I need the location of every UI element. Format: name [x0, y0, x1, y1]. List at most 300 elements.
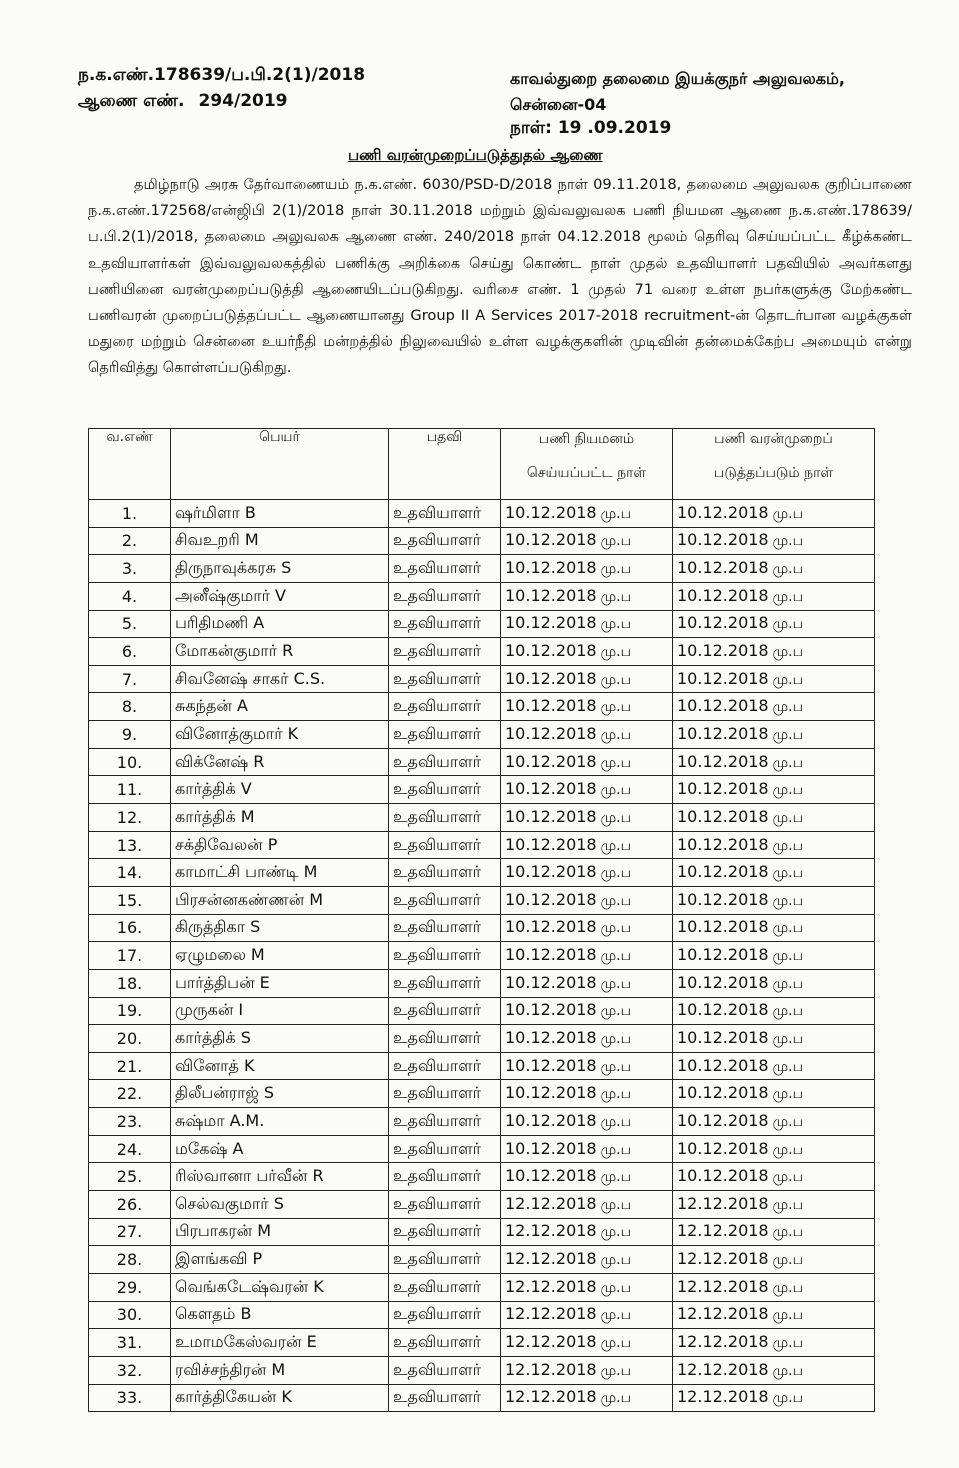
table-row: [89, 693, 875, 721]
table-row: [89, 500, 875, 528]
header-regularised-date: [673, 429, 875, 500]
appointed-date-value: 10.12.2018: [505, 779, 597, 799]
regularised-session: மு.ப: [772, 505, 804, 522]
regularised-date-value: 10.12.2018: [677, 806, 769, 826]
cell-serial: 16.: [89, 914, 171, 942]
table-body: [89, 500, 875, 1412]
appointed-date-value: 10.12.2018: [505, 696, 597, 716]
header-regularised-b: படுத்தப்படும் நாள்: [713, 465, 834, 481]
appointed-date-value: 10.12.2018: [505, 834, 597, 854]
cell-post: உதவியாளர்: [389, 804, 501, 832]
order-date: நாள்: 19 .09.2019: [510, 118, 672, 138]
regularised-session: மு.ப: [772, 1058, 804, 1075]
cell-post: உதவியாளர்: [389, 859, 501, 887]
regularised-date-value: 10.12.2018: [677, 668, 769, 688]
table-row: [89, 831, 875, 859]
cell-regularised-date: [673, 997, 875, 1025]
regularised-date-value: 12.12.2018: [677, 1193, 769, 1213]
appointed-date-value: 12.12.2018: [505, 1221, 597, 1241]
cell-post: உதவியாளர்: [389, 1163, 501, 1191]
cell-appointed-date: [501, 1218, 673, 1246]
cell-name: பரிதிமணி A: [171, 610, 389, 638]
cell-regularised-date: [673, 1218, 875, 1246]
table-row: [89, 1191, 875, 1219]
cell-appointed-date: [501, 665, 673, 693]
appointed-session: மு.ப: [600, 948, 632, 965]
order-body-paragraph: தமிழ்நாடு அரசு தேர்வாணையம் ந.க.எண். 6030/PSD-D/2018 நாள் 09.11.2018, தலைமை அலுவலக குறிப்பாணை ந.க.எண்.172568/என்ஜிபி 2(1)/2018 நாள் 30.11.2018 மற்றும் இவ்வலுவலக பணி நியமன ஆணை ந.க.எண்.178639/ப.பி.2(1)/2018, தலைமை அலுவலக ஆணை எண். 240/2018 நாள் 04.12.2018 மூலம் தெரிவு செய்யப்பட்ட கீழ்க்கண்ட உதவியாளர்கள் இவ்வலுவலகத்தில் பணிக்கு அறிக்கை செய்து கொண்ட நாள் முதல் உதவியாளர் பதவியில் அவர்களது பணியினை வரன்முறைப்படுத்தி ஆணையிடப்படுகிறது. வரிசை எண். 1 முதல் 71 வரை உள்ள நபர்களுக்கு மேற்கண்ட பணிவரன் முறைப்படுத்தப்பட்ட ஆணையானது Group II A Services 2017-2018 recruitment-ன் தொடர்பான வழக்குகள் மதுரை மற்றும் சென்னை உயர்நீதி மன்றத்தில் நிலுவையில் உள்ள வழக்குகளின் முடிவின் தன்மைக்கேற்ப அமையும் என்று தெரிவித்து கொள்ளப்படுகிறது.: [88, 176, 912, 377]
regularised-session: மு.ப: [772, 533, 804, 550]
cell-appointed-date: [501, 997, 673, 1025]
appointed-date-value: 10.12.2018: [505, 558, 597, 578]
appointed-date-value: 10.12.2018: [505, 1138, 597, 1158]
cell-post: உதவியாளர்: [389, 776, 501, 804]
cell-post: உதவியாளர்: [389, 693, 501, 721]
cell-appointed-date: [501, 914, 673, 942]
cell-regularised-date: [673, 969, 875, 997]
cell-name: மோகன்குமார் R: [171, 638, 389, 666]
regularised-session: மு.ப: [772, 588, 804, 605]
regularised-date-value: 10.12.2018: [677, 1110, 769, 1130]
cell-post: உதவியாளர்: [389, 1080, 501, 1108]
regularised-date-value: 10.12.2018: [677, 917, 769, 937]
cell-appointed-date: [501, 942, 673, 970]
regularised-date-value: 10.12.2018: [677, 1083, 769, 1103]
header-regularised-a: பணி வரன்முறைப்: [714, 431, 833, 447]
table-row: [89, 748, 875, 776]
office-name: காவல்துறை தலைமை இயக்குநர் அலுவலகம்,: [510, 69, 845, 88]
cell-post: உதவியாளர்: [389, 1384, 501, 1412]
table-row: [89, 527, 875, 555]
regularised-session: மு.ப: [772, 616, 804, 633]
reference-number: ந.க.எண்.178639/ப.பி.2(1)/2018: [78, 65, 366, 85]
cell-appointed-date: [501, 1246, 673, 1274]
regularised-date-value: 12.12.2018: [677, 1332, 769, 1352]
regularised-session: மு.ப: [772, 726, 804, 743]
cell-serial: 23.: [89, 1108, 171, 1136]
appointed-session: மு.ப: [600, 1252, 632, 1269]
cell-name: செல்வகுமார் S: [171, 1191, 389, 1219]
regularised-session: மு.ப: [772, 1224, 804, 1241]
cell-post: உதவியாளர்: [389, 748, 501, 776]
cell-post: உதவியாளர்: [389, 721, 501, 749]
cell-post: உதவியாளர்: [389, 500, 501, 528]
cell-post: உதவியாளர்: [389, 831, 501, 859]
cell-appointed-date: [501, 1163, 673, 1191]
appointed-session: மு.ப: [600, 809, 632, 826]
appointed-date-value: 10.12.2018: [505, 1027, 597, 1047]
regularised-session: மு.ப: [772, 892, 804, 909]
regularised-date-value: 10.12.2018: [677, 1138, 769, 1158]
cell-post: உதவியாளர்: [389, 997, 501, 1025]
table-row: [89, 1163, 875, 1191]
regularised-session: மு.ப: [772, 754, 804, 771]
cell-name: சிவனேஷ் சாகர் C.S.: [171, 665, 389, 693]
cell-name: திருநாவுக்கரசு S: [171, 555, 389, 583]
regularised-date-value: 12.12.2018: [677, 1359, 769, 1379]
appointed-session: மு.ப: [600, 616, 632, 633]
cell-serial: 27.: [89, 1218, 171, 1246]
cell-appointed-date: [501, 610, 673, 638]
cell-serial: 26.: [89, 1191, 171, 1219]
table-row: [89, 1329, 875, 1357]
order-number-line: [78, 88, 365, 114]
cell-post: உதவியாளர்: [389, 665, 501, 693]
appointed-date-value: 10.12.2018: [505, 502, 597, 522]
cell-serial: 29.: [89, 1273, 171, 1301]
regularised-session: மு.ப: [772, 948, 804, 965]
cell-name: ஷர்மிளா B: [171, 500, 389, 528]
cell-appointed-date: [501, 527, 673, 555]
table-row: [89, 610, 875, 638]
cell-serial: 21.: [89, 1052, 171, 1080]
cell-regularised-date: [673, 804, 875, 832]
cell-post: உதவியாளர்: [389, 1218, 501, 1246]
appointed-date-value: 10.12.2018: [505, 806, 597, 826]
regularised-session: மு.ப: [772, 975, 804, 992]
cell-post: உதவியாளர்: [389, 527, 501, 555]
table-row: [89, 914, 875, 942]
table-row: [89, 582, 875, 610]
appointed-session: மு.ப: [600, 1224, 632, 1241]
cell-serial: 9.: [89, 721, 171, 749]
cell-regularised-date: [673, 776, 875, 804]
cell-appointed-date: [501, 500, 673, 528]
cell-post: உதவியாளர்: [389, 886, 501, 914]
header-name: பெயர்: [171, 429, 389, 500]
appointed-date-value: 10.12.2018: [505, 1110, 597, 1130]
table-row: [89, 942, 875, 970]
cell-name: சுஷ்மா A.M.: [171, 1108, 389, 1136]
regularised-session: மு.ப: [772, 1279, 804, 1296]
regularised-date-value: 10.12.2018: [677, 530, 769, 550]
appointed-date-value: 10.12.2018: [505, 917, 597, 937]
cell-appointed-date: [501, 693, 673, 721]
cell-name: சிவஉறரி M: [171, 527, 389, 555]
cell-serial: 32.: [89, 1356, 171, 1384]
cell-name: வினோத்குமார் K: [171, 721, 389, 749]
appointed-session: மு.ப: [600, 726, 632, 743]
cell-regularised-date: [673, 1273, 875, 1301]
cell-regularised-date: [673, 1080, 875, 1108]
appointed-session: மு.ப: [600, 837, 632, 854]
cell-serial: 18.: [89, 969, 171, 997]
appointed-session: மு.ப: [600, 1058, 632, 1075]
table-row: [89, 1273, 875, 1301]
cell-serial: 7.: [89, 665, 171, 693]
table-row: [89, 1052, 875, 1080]
cell-regularised-date: [673, 1108, 875, 1136]
cell-serial: 8.: [89, 693, 171, 721]
appointed-session: மு.ப: [600, 505, 632, 522]
table-row: [89, 804, 875, 832]
cell-serial: 4.: [89, 582, 171, 610]
cell-regularised-date: [673, 582, 875, 610]
cell-name: ரவிச்சந்திரன் M: [171, 1356, 389, 1384]
cell-appointed-date: [501, 1080, 673, 1108]
appointed-date-value: 12.12.2018: [505, 1359, 597, 1379]
cell-name: சுகந்தன் A: [171, 693, 389, 721]
regularised-date-value: 12.12.2018: [677, 1387, 769, 1407]
cell-appointed-date: [501, 582, 673, 610]
appointed-date-value: 10.12.2018: [505, 1083, 597, 1103]
cell-regularised-date: [673, 914, 875, 942]
regularised-date-value: 12.12.2018: [677, 1221, 769, 1241]
cell-post: உதவியாளர்: [389, 1135, 501, 1163]
cell-appointed-date: [501, 555, 673, 583]
regularised-session: மு.ப: [772, 1307, 804, 1324]
appointed-date-value: 10.12.2018: [505, 862, 597, 882]
cell-serial: 5.: [89, 610, 171, 638]
cell-serial: 28.: [89, 1246, 171, 1274]
regularised-date-value: 10.12.2018: [677, 862, 769, 882]
cell-post: உதவியாளர்: [389, 555, 501, 583]
cell-serial: 13.: [89, 831, 171, 859]
cell-name: பார்த்திபன் E: [171, 969, 389, 997]
appointed-session: மு.ப: [600, 1169, 632, 1186]
regularised-session: மு.ப: [772, 699, 804, 716]
regularised-date-value: 10.12.2018: [677, 1166, 769, 1186]
cell-appointed-date: [501, 776, 673, 804]
cell-regularised-date: [673, 831, 875, 859]
cell-appointed-date: [501, 859, 673, 887]
table-row: [89, 1080, 875, 1108]
table-row: [89, 721, 875, 749]
appointed-date-value: 10.12.2018: [505, 668, 597, 688]
appointed-session: மு.ப: [600, 561, 632, 578]
regularised-date-value: 10.12.2018: [677, 834, 769, 854]
regularised-date-value: 10.12.2018: [677, 779, 769, 799]
cell-regularised-date: [673, 693, 875, 721]
table-row: [89, 1384, 875, 1412]
appointed-session: மு.ப: [600, 1113, 632, 1130]
regularised-date-value: 10.12.2018: [677, 613, 769, 633]
cell-name: கார்த்திகேயன் K: [171, 1384, 389, 1412]
cell-appointed-date: [501, 748, 673, 776]
appointed-session: மு.ப: [600, 1279, 632, 1296]
cell-serial: 31.: [89, 1329, 171, 1357]
cell-name: ஏழுமலை M: [171, 942, 389, 970]
cell-serial: 2.: [89, 527, 171, 555]
appointed-session: மு.ப: [600, 1335, 632, 1352]
appointed-date-value: 10.12.2018: [505, 530, 597, 550]
cell-regularised-date: [673, 721, 875, 749]
header-post: பதவி: [389, 429, 501, 500]
table-row: [89, 859, 875, 887]
cell-appointed-date: [501, 1108, 673, 1136]
cell-name: கிருத்திகா S: [171, 914, 389, 942]
cell-regularised-date: [673, 942, 875, 970]
regularised-date-value: 10.12.2018: [677, 585, 769, 605]
regularised-date-value: 12.12.2018: [677, 1249, 769, 1269]
cell-post: உதவியாளர்: [389, 914, 501, 942]
cell-name: கௌதம் B: [171, 1301, 389, 1329]
cell-regularised-date: [673, 555, 875, 583]
cell-regularised-date: [673, 1135, 875, 1163]
cell-name: முருகன் I: [171, 997, 389, 1025]
appointed-session: மு.ப: [600, 533, 632, 550]
cell-regularised-date: [673, 665, 875, 693]
cell-appointed-date: [501, 721, 673, 749]
office-address: [510, 66, 845, 118]
appointed-date-value: 10.12.2018: [505, 1000, 597, 1020]
regularised-session: மு.ப: [772, 1362, 804, 1379]
table-header-row: [89, 429, 875, 500]
cell-appointed-date: [501, 1384, 673, 1412]
cell-post: உதவியாளர்: [389, 638, 501, 666]
table-row: [89, 665, 875, 693]
regularised-session: மு.ப: [772, 644, 804, 661]
appointed-session: மு.ப: [600, 865, 632, 882]
table-row: [89, 1356, 875, 1384]
cell-serial: 33.: [89, 1384, 171, 1412]
regularised-session: மு.ப: [772, 1252, 804, 1269]
appointed-date-value: 12.12.2018: [505, 1276, 597, 1296]
regularised-session: மு.ப: [772, 1196, 804, 1213]
cell-name: ரிஸ்வானா பர்வீன் R: [171, 1163, 389, 1191]
cell-appointed-date: [501, 886, 673, 914]
appointed-date-value: 10.12.2018: [505, 1055, 597, 1075]
header-appointed-b: செய்யப்பட்ட நாள்: [526, 465, 647, 481]
appointed-date-value: 12.12.2018: [505, 1249, 597, 1269]
table-row: [89, 1108, 875, 1136]
cell-regularised-date: [673, 610, 875, 638]
subject-heading: பணி வரன்முறைப்படுத்துதல் ஆணை: [348, 146, 603, 164]
cell-appointed-date: [501, 804, 673, 832]
cell-name: கார்த்திக் M: [171, 804, 389, 832]
cell-serial: 3.: [89, 555, 171, 583]
cell-appointed-date: [501, 1356, 673, 1384]
regularised-session: மு.ப: [772, 809, 804, 826]
header-appointed-date: [501, 429, 673, 500]
regularised-date-value: 10.12.2018: [677, 1055, 769, 1075]
appointed-session: மு.ப: [600, 892, 632, 909]
cell-regularised-date: [673, 1163, 875, 1191]
cell-regularised-date: [673, 748, 875, 776]
cell-name: உமாமகேஸ்வரன் E: [171, 1329, 389, 1357]
appointed-session: மு.ப: [600, 782, 632, 799]
appointed-session: மு.ப: [600, 1390, 632, 1407]
appointed-date-value: 10.12.2018: [505, 972, 597, 992]
cell-appointed-date: [501, 1191, 673, 1219]
appointed-date-value: 10.12.2018: [505, 751, 597, 771]
appointed-date-value: 12.12.2018: [505, 1304, 597, 1324]
regularised-session: மு.ப: [772, 920, 804, 937]
office-city: சென்னை-04: [510, 95, 607, 114]
regularised-session: மு.ப: [772, 1086, 804, 1103]
cell-serial: 14.: [89, 859, 171, 887]
cell-name: வினோத் K: [171, 1052, 389, 1080]
appointed-date-value: 12.12.2018: [505, 1193, 597, 1213]
regularised-session: மு.ப: [772, 1113, 804, 1130]
cell-post: உதவியாளர்: [389, 1052, 501, 1080]
appointed-date-value: 12.12.2018: [505, 1332, 597, 1352]
header-serial: வ.எண்: [89, 429, 171, 500]
cell-name: கார்த்திக் S: [171, 1025, 389, 1053]
regularisation-table: [88, 428, 875, 1412]
cell-post: உதவியாளர்: [389, 969, 501, 997]
cell-post: உதவியாளர்: [389, 1246, 501, 1274]
table-row: [89, 1218, 875, 1246]
cell-name: வெங்கடேஷ்வரன் K: [171, 1273, 389, 1301]
table-row: [89, 1135, 875, 1163]
appointed-session: மு.ப: [600, 1003, 632, 1020]
cell-appointed-date: [501, 638, 673, 666]
appointed-date-value: 10.12.2018: [505, 945, 597, 965]
order-number: 294/2019: [198, 91, 288, 111]
appointed-date-value: 10.12.2018: [505, 723, 597, 743]
appointed-session: மு.ப: [600, 1086, 632, 1103]
regularised-session: மு.ப: [772, 1169, 804, 1186]
regularised-session: மு.ப: [772, 671, 804, 688]
cell-name: இளங்கவி P: [171, 1246, 389, 1274]
cell-name: அனீஷ்குமார் V: [171, 582, 389, 610]
appointed-session: மு.ப: [600, 1196, 632, 1213]
appointed-session: மு.ப: [600, 920, 632, 937]
cell-post: உதவியாளர்: [389, 1301, 501, 1329]
cell-regularised-date: [673, 1052, 875, 1080]
cell-regularised-date: [673, 1384, 875, 1412]
cell-regularised-date: [673, 1246, 875, 1274]
regularised-date-value: 12.12.2018: [677, 1304, 769, 1324]
cell-serial: 12.: [89, 804, 171, 832]
cell-post: உதவியாளர்: [389, 610, 501, 638]
regularised-date-value: 10.12.2018: [677, 1000, 769, 1020]
table-row: [89, 1246, 875, 1274]
appointed-date-value: 10.12.2018: [505, 613, 597, 633]
appointed-session: மு.ப: [600, 588, 632, 605]
cell-appointed-date: [501, 1301, 673, 1329]
cell-name: விக்னேஷ் R: [171, 748, 389, 776]
regularised-session: மு.ப: [772, 1141, 804, 1158]
regularised-date-value: 10.12.2018: [677, 558, 769, 578]
appointed-session: மு.ப: [600, 1030, 632, 1047]
appointed-date-value: 10.12.2018: [505, 889, 597, 909]
cell-post: உதவியாளர்: [389, 1191, 501, 1219]
cell-serial: 1.: [89, 500, 171, 528]
appointed-date-value: 10.12.2018: [505, 585, 597, 605]
cell-serial: 6.: [89, 638, 171, 666]
appointed-date-value: 10.12.2018: [505, 1166, 597, 1186]
regularised-date-value: 10.12.2018: [677, 751, 769, 771]
regularised-session: மு.ப: [772, 865, 804, 882]
regularised-date-value: 10.12.2018: [677, 945, 769, 965]
cell-appointed-date: [501, 1025, 673, 1053]
regularised-date-value: 10.12.2018: [677, 723, 769, 743]
regularised-session: மு.ப: [772, 561, 804, 578]
appointed-session: மு.ப: [600, 754, 632, 771]
reference-block: [78, 62, 365, 114]
cell-serial: 22.: [89, 1080, 171, 1108]
table-row: [89, 969, 875, 997]
order-number-label: ஆணை எண்.: [78, 91, 185, 111]
cell-appointed-date: [501, 1273, 673, 1301]
cell-serial: 11.: [89, 776, 171, 804]
regularised-date-value: 12.12.2018: [677, 1276, 769, 1296]
cell-regularised-date: [673, 1301, 875, 1329]
cell-regularised-date: [673, 859, 875, 887]
appointed-session: மு.ப: [600, 671, 632, 688]
cell-post: உதவியாளர்: [389, 942, 501, 970]
cell-regularised-date: [673, 1356, 875, 1384]
regularised-date-value: 10.12.2018: [677, 972, 769, 992]
cell-name: மகேஷ் A: [171, 1135, 389, 1163]
cell-serial: 17.: [89, 942, 171, 970]
cell-name: பிரசன்னகண்ணன் M: [171, 886, 389, 914]
cell-post: உதவியாளர்: [389, 1329, 501, 1357]
cell-post: உதவியாளர்: [389, 582, 501, 610]
cell-name: கார்த்திக் V: [171, 776, 389, 804]
table-row: [89, 776, 875, 804]
